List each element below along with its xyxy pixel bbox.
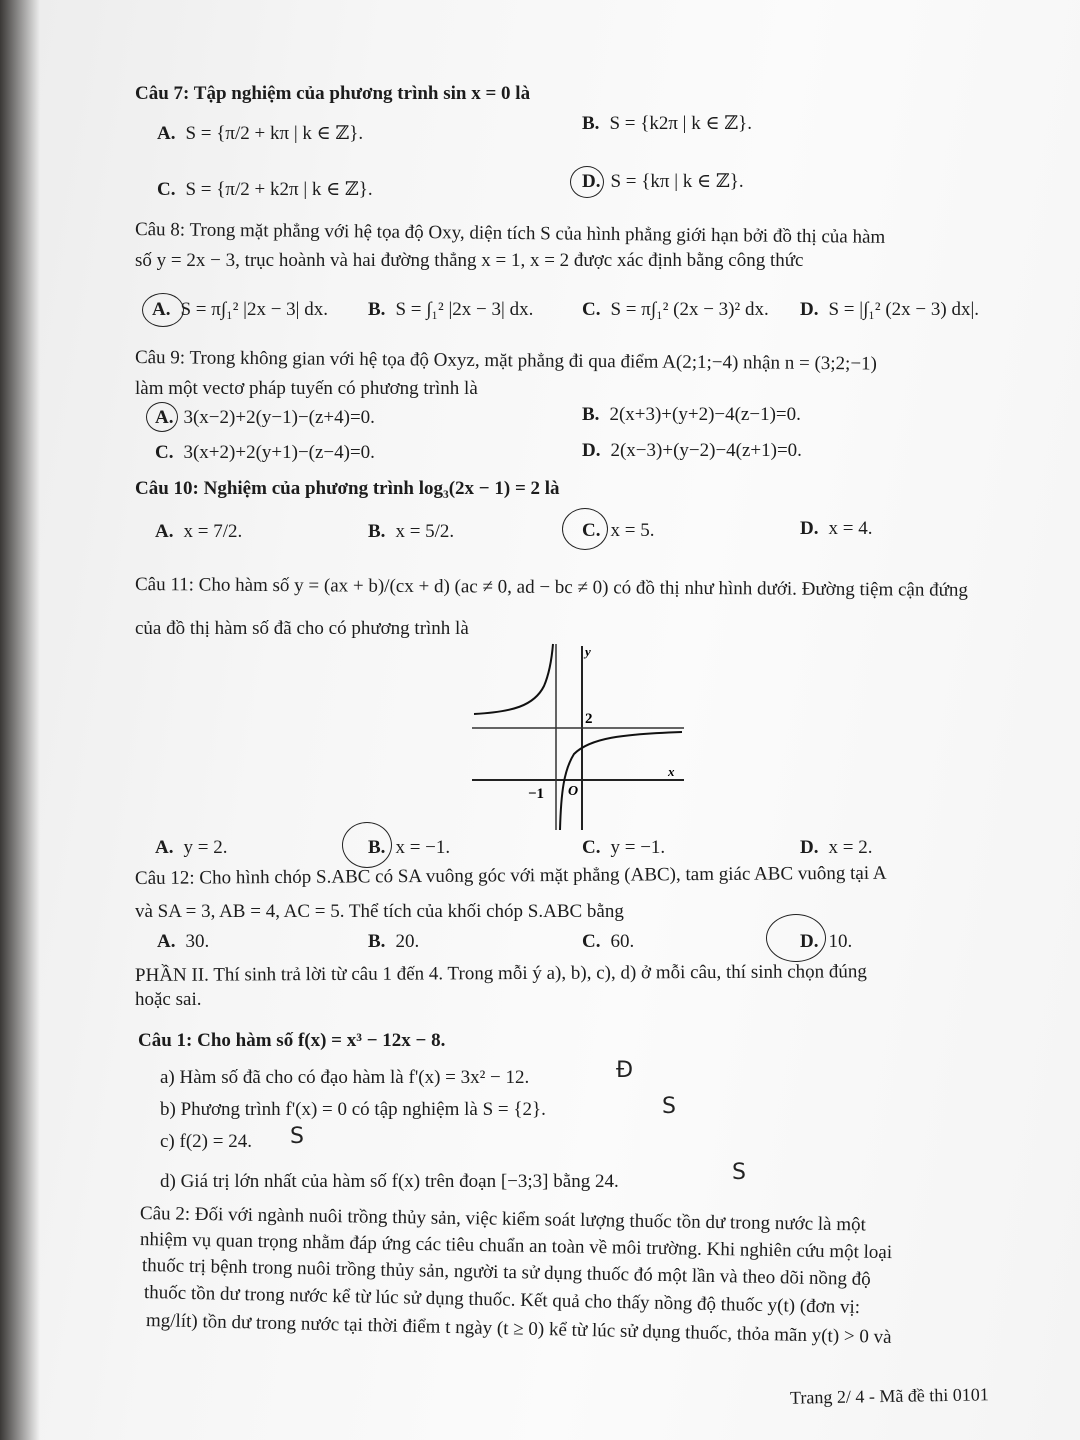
q11-option-d: D. x = 2.	[800, 837, 873, 858]
x-axis-label: x	[668, 764, 675, 779]
q12-line1: Câu 12: Cho hình chóp S.ABC có SA vuông góc với mặt phẳng (ABC), tam giác ABC vuông tại A	[134, 862, 887, 889]
q11-option-a: A. y = 2.	[155, 837, 228, 858]
tick-x-label: −1	[528, 786, 545, 802]
q8-option-c: C. S = π∫₁² (2x − 3)² dx.	[582, 299, 769, 320]
q12-option-b: B. 20.	[368, 931, 420, 952]
p2q2-line4: thuốc tồn dư trong nước kể từ lúc sử dụng thuốc. Kết quả cho thấy nồng độ thuốc y(t) (đơn vị:	[143, 1282, 861, 1318]
p2q2-line2: nhiệm vụ quan trọng nhằm đáp ứng các tiêu chuẩn an toàn về môi trường. Khi nghiên cứu một loại	[139, 1229, 893, 1264]
answer-circle-q9	[146, 402, 178, 432]
hyperbola-graph	[472, 642, 692, 832]
q11-option-c: C. y = −1.	[582, 837, 666, 858]
p2q1-c: c) f(2) = 24.	[160, 1131, 252, 1152]
answer-circle-q11	[342, 822, 392, 868]
q10-option-c: C. x = 5.	[582, 520, 655, 541]
p2q1-d: d) Giá trị lớn nhất của hàm số f(x) trên đoạn [−3;3] bằng 24.	[160, 1171, 619, 1192]
answer-circle-q12	[766, 914, 826, 962]
q10-option-a: A. x = 7/2.	[155, 521, 243, 542]
q7-option-d: D. S = {kπ | k ∈ ℤ}.	[582, 171, 744, 192]
answer-circle-q7	[570, 166, 604, 198]
p2q1-stem: Câu 1: Cho hàm số f(x) = x³ − 12x − 8.	[138, 1030, 446, 1051]
q9-option-d: D. 2(x−3)+(y−2)−4(z+1)=0.	[582, 440, 802, 461]
q8-option-d: D. S = |∫₁² (2x − 3) dx|.	[800, 299, 980, 320]
left-branch	[474, 644, 553, 714]
handwritten-mark-d: S	[732, 1160, 746, 1185]
tick-y-label: 2	[585, 711, 593, 727]
q9-option-a: A. 3(x−2)+2(y−1)−(z+4)=0.	[155, 407, 375, 428]
q12-option-d: D. 10.	[800, 931, 853, 952]
q7-option-c: C. S = {π/2 + k2π | k ∈ ℤ}.	[157, 179, 373, 200]
page-footer: Trang 2/ 4 - Mã đề thi 0101	[789, 1384, 989, 1408]
p2q2-line5: mg/lít) tồn dư trong nước tại thời điểm t ngày (t ≥ 0) kể từ lúc sử dụng thuốc, thỏa mãn y(t) > 0 và	[145, 1310, 892, 1348]
handwritten-mark-a: Đ	[616, 1058, 634, 1083]
p2q1-a: a) Hàm số đã cho có đạo hàm là f'(x) = 3x² − 12.	[160, 1067, 530, 1088]
q12-option-a: A. 30.	[157, 931, 210, 952]
q10-option-d: D. x = 4.	[800, 518, 873, 539]
q9-line1: Câu 9: Trong không gian với hệ tọa độ Oxyz, mặt phẳng đi qua điểm A(2;1;−4) nhận n = (3;2;−1)	[134, 347, 878, 375]
q7-stem: Câu 7: Tập nghiệm của phương trình sin x = 0 là	[135, 83, 531, 104]
part2-line1: PHẦN II. Thí sinh trả lời từ câu 1 đến 4. Trong mỗi ý a), b), c), d) ở mỗi câu, thí sinh chọn đúng	[134, 961, 867, 986]
answer-circle-q8	[142, 293, 184, 327]
p2q1-b: b) Phương trình f'(x) = 0 có tập nghiệm là S = {2}.	[160, 1099, 546, 1120]
q12-option-c: C. 60.	[582, 931, 635, 952]
q10-stem: Câu 10: Nghiệm của phương trình log₃(2x − 1) = 2 là	[135, 478, 560, 499]
p2q2-line3: thuốc trị bệnh trong nuôi trồng thủy sản, người ta sử dụng thuốc đó một lần và theo dõi nồng độ	[141, 1255, 871, 1290]
q11-line2: của đồ thị hàm số đã cho có phương trình là	[135, 618, 469, 639]
handwritten-mark-b: S	[662, 1094, 676, 1119]
q12-line2: và SA = 3, AB = 4, AC = 5. Thể tích của khối chóp S.ABC bằng	[135, 901, 624, 922]
q7-option-b: B. S = {k2π | k ∈ ℤ}.	[582, 113, 753, 134]
p2q2-line1: Câu 2: Đối với ngành nuôi trồng thủy sản, việc kiểm soát lượng thuốc tồn dư trong nước là một	[139, 1203, 867, 1236]
y-axis-label: y	[585, 644, 591, 659]
q8-option-a: A. S = π∫₁² |2x − 3| dx.	[152, 299, 328, 320]
handwritten-mark-c: S	[290, 1124, 304, 1149]
q7-option-a: A. S = {π/2 + kπ | k ∈ ℤ}.	[157, 123, 364, 144]
q10-option-b: B. x = 5/2.	[368, 521, 455, 542]
q8-line1: Câu 8: Trong mặt phẳng với hệ tọa độ Oxy, diện tích S của hình phẳng giới hạn bởi đồ thị của hàm	[134, 219, 886, 248]
q9-option-c: C. 3(x+2)+2(y+1)−(z−4)=0.	[155, 442, 375, 463]
q11-line1: Câu 11: Cho hàm số y = (ax + b)/(cx + d) (ac ≠ 0, ad − bc ≠ 0) có đồ thị như hình dưới. Đường tiệm cận đứng	[134, 574, 969, 601]
q11-option-b: B. x = −1.	[368, 837, 451, 858]
q9-option-b: B. 2(x+3)+(y+2)−4(z−1)=0.	[582, 404, 801, 425]
q9-line2: làm một vectơ pháp tuyến có phương trình là	[135, 378, 478, 399]
origin-label: O	[568, 784, 579, 799]
part2-line2: hoặc sai.	[135, 989, 202, 1010]
q8-line2: số y = 2x − 3, trục hoành và hai đường thẳng x = 1, x = 2 được xác định bằng công thức	[135, 250, 804, 271]
q8-option-b: B. S = ∫₁² |2x − 3| dx.	[368, 299, 534, 320]
answer-circle-q10	[562, 508, 608, 550]
